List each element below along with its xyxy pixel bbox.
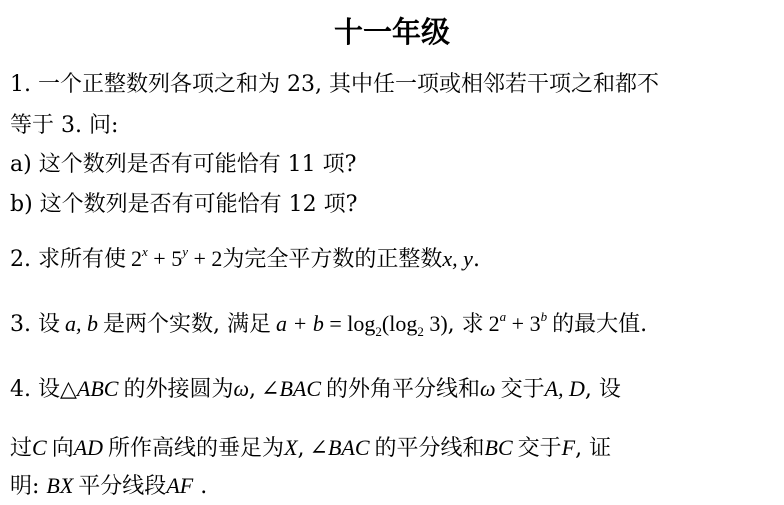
omega-symbol: ω — [480, 376, 496, 401]
problem-3-base-2: 3 — [529, 311, 541, 336]
problem-2-mid: 为完全平方数的正整数 — [222, 247, 443, 272]
problem-3 — [10, 309, 647, 340]
problem-2-exp-1: x — [141, 244, 148, 259]
problem-3-prefix: 3. 设 — [10, 312, 60, 337]
problem-4-text: 所作高线的垂足为 — [108, 436, 285, 461]
problem-4-line-3 — [10, 471, 207, 502]
problem-4-text: , 设 — [584, 377, 621, 402]
points-a-d: A, D — [544, 376, 585, 401]
point-f: F — [561, 435, 576, 460]
problem-4-text: , 证 — [575, 436, 612, 461]
problem-1-line-2: 等于 3. 问: — [10, 113, 119, 138]
point-c: C — [32, 435, 47, 460]
problem-4-text: 明: — [10, 474, 47, 499]
problem-4-text: 平分线段 — [78, 474, 167, 499]
segment-bc: BC — [484, 435, 513, 460]
problem-3-base-1: 2 — [488, 311, 500, 336]
problem-3-eq-end: 3) — [423, 311, 448, 336]
problem-4-text: 过 — [10, 436, 33, 461]
problem-2-base-2: 5 — [171, 246, 183, 271]
problem-4-end: . — [193, 474, 208, 499]
problem-2-end: . — [472, 247, 480, 272]
problem-2-vars: x, y — [442, 246, 473, 271]
problem-2-exp-2: y — [182, 244, 188, 259]
problem-4-text: 交于 — [517, 436, 562, 461]
problem-3-plus: + — [506, 311, 530, 336]
problem-4-text: 的外接圆为 — [123, 377, 234, 402]
problem-4-text: 交于 — [500, 377, 545, 402]
problem-3-eq-mid-2: (log — [381, 311, 418, 336]
problem-1-part-a: a) 这个数列是否有可能恰有 11 项? — [10, 152, 357, 177]
problem-3-eq-mid: = log — [323, 311, 376, 336]
angle-bac: ∠BAC — [309, 435, 370, 460]
point-x: X — [284, 435, 298, 460]
problem-3-exp-2: b — [540, 309, 548, 324]
problem-3-eq-lhs: a + b — [275, 311, 324, 336]
problem-1-line-1: 1. 一个正整数列各项之和为 23, 其中任一项或相邻若干项之和都不 — [10, 72, 659, 97]
problem-1-part-b: b) 这个数列是否有可能恰有 12 项? — [10, 192, 358, 217]
problem-3-sub-2: 2 — [417, 324, 424, 339]
segment-ad: AD — [73, 435, 104, 460]
problem-3-text-3: 的最大值. — [552, 312, 648, 337]
problem-2-plus-1: + — [147, 246, 172, 271]
problem-4-text: 的平分线和 — [374, 436, 485, 461]
problem-4-text: 的外角平分线和 — [326, 377, 481, 402]
problem-4-comma: , — [249, 377, 257, 402]
problem-3-text-1: 是两个实数, 满足 — [102, 312, 271, 337]
segment-af: AF — [166, 473, 194, 498]
problem-3-vars: a, b — [64, 311, 98, 336]
page-title: 十一年级 — [333, 15, 450, 49]
problem-4-prefix: 4. 设△ — [10, 377, 77, 402]
problem-4-comma: , — [297, 436, 305, 461]
angle-bac: ∠BAC — [261, 376, 322, 401]
problem-3-exp-1: a — [499, 309, 507, 324]
omega-symbol: ω — [233, 376, 250, 401]
problem-4-line-1 — [10, 374, 621, 405]
problem-4-text: 向 — [51, 436, 74, 461]
problem-2 — [10, 244, 480, 275]
problem-2-plus-2: + 2 — [187, 246, 223, 271]
triangle-abc: ABC — [76, 376, 119, 401]
problem-4-line-2 — [10, 433, 611, 464]
problem-3-text-2: , 求 — [447, 312, 484, 337]
problem-3-sub-1: 2 — [375, 324, 382, 339]
segment-bx: BX — [46, 473, 74, 498]
problem-2-base-1: 2 — [130, 246, 142, 271]
problem-2-prefix: 2. 求所有使 — [10, 247, 126, 272]
